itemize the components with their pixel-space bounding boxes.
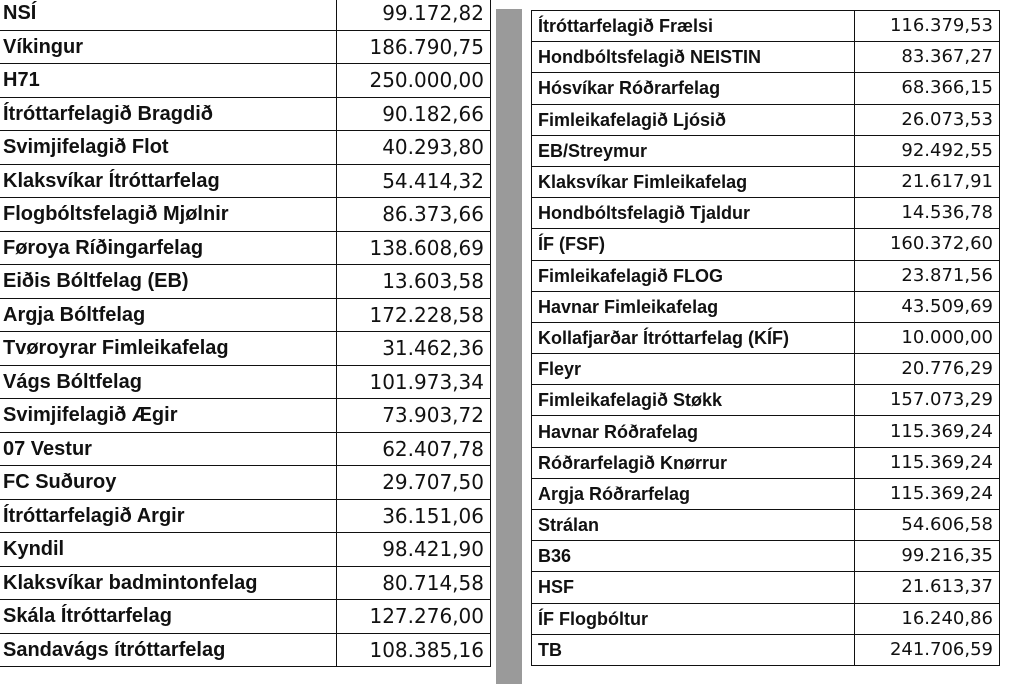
amount-cell: 14.536,78 xyxy=(855,198,1000,229)
table-row xyxy=(0,131,491,165)
table-row xyxy=(532,447,1000,478)
amount-cell: 186.790,75 xyxy=(337,30,491,64)
club-name-cell: Klaksvíkar Fimleikafelag xyxy=(532,166,855,197)
amount-cell: 40.293,80 xyxy=(337,131,491,165)
club-name-cell: Fimleikafelagið FLOG xyxy=(532,260,855,291)
club-name-cell: 07 Vestur xyxy=(0,432,337,466)
table-row xyxy=(532,354,1000,385)
amount-cell: 54.414,32 xyxy=(337,164,491,198)
table-row xyxy=(532,260,1000,291)
left-table-body xyxy=(0,0,491,667)
club-name-cell: Sandavágs ítróttarfelag xyxy=(0,633,337,667)
club-name-cell: Vágs Bóltfelag xyxy=(0,365,337,399)
club-name-cell: Strálan xyxy=(532,510,855,541)
right-table-body xyxy=(532,11,1000,666)
amount-cell: 138.608,69 xyxy=(337,231,491,265)
amount-cell: 36.151,06 xyxy=(337,499,491,533)
amount-cell: 116.379,53 xyxy=(855,11,1000,42)
club-name-cell: Kyndil xyxy=(0,533,337,567)
amount-cell: 115.369,24 xyxy=(855,447,1000,478)
table-row xyxy=(0,332,491,366)
club-name-cell: ÍF Flogbóltur xyxy=(532,603,855,634)
table-row xyxy=(532,572,1000,603)
club-name-cell: Eiðis Bóltfelag (EB) xyxy=(0,265,337,299)
club-name-cell: Skála Ítróttarfelag xyxy=(0,600,337,634)
club-name-cell: ÍF (FSF) xyxy=(532,229,855,260)
table-row xyxy=(0,499,491,533)
club-name-cell: Hondbóltsfelagið NEISTIN xyxy=(532,42,855,73)
club-name-cell: Havnar Fimleikafelag xyxy=(532,291,855,322)
table-row xyxy=(0,265,491,299)
amount-cell: 21.613,37 xyxy=(855,572,1000,603)
club-name-cell: Havnar Róðrafelag xyxy=(532,416,855,447)
left-table xyxy=(0,0,491,667)
table-row xyxy=(532,198,1000,229)
club-name-cell: Víkingur xyxy=(0,30,337,64)
table-row xyxy=(532,42,1000,73)
amount-cell: 20.776,29 xyxy=(855,354,1000,385)
amount-cell: 98.421,90 xyxy=(337,533,491,567)
club-name-cell: Fimleikafelagið Ljósið xyxy=(532,104,855,135)
amount-cell: 250.000,00 xyxy=(337,64,491,98)
amount-cell: 101.973,34 xyxy=(337,365,491,399)
club-name-cell: Róðrarfelagið Knørrur xyxy=(532,447,855,478)
club-name-cell: Kollafjarðar Ítróttarfelag (KÍF) xyxy=(532,322,855,353)
table-row xyxy=(532,634,1000,665)
table-row xyxy=(0,64,491,98)
page-top-margin xyxy=(530,0,1017,10)
club-name-cell: Hondbóltsfelagið Tjaldur xyxy=(532,198,855,229)
table-row xyxy=(532,478,1000,509)
amount-cell: 160.372,60 xyxy=(855,229,1000,260)
table-row xyxy=(532,385,1000,416)
amount-cell: 29.707,50 xyxy=(337,466,491,500)
amount-cell: 115.369,24 xyxy=(855,416,1000,447)
table-row xyxy=(532,73,1000,104)
club-name-cell: Klaksvíkar Ítróttarfelag xyxy=(0,164,337,198)
club-name-cell: Klaksvíkar badmintonfelag xyxy=(0,566,337,600)
amount-cell: 80.714,58 xyxy=(337,566,491,600)
amount-cell: 115.369,24 xyxy=(855,478,1000,509)
club-name-cell: Tvøroyrar Fimleikafelag xyxy=(0,332,337,366)
amount-cell: 54.606,58 xyxy=(855,510,1000,541)
table-row xyxy=(0,432,491,466)
amount-cell: 21.617,91 xyxy=(855,166,1000,197)
amount-cell: 241.706,59 xyxy=(855,634,1000,665)
table-row xyxy=(0,365,491,399)
club-name-cell: NSÍ xyxy=(0,0,337,30)
table-row xyxy=(0,600,491,634)
amount-cell: 83.367,27 xyxy=(855,42,1000,73)
club-name-cell: Svimjifelagið Flot xyxy=(0,131,337,165)
table-row xyxy=(532,416,1000,447)
amount-cell: 73.903,72 xyxy=(337,399,491,433)
amount-cell: 26.073,53 xyxy=(855,104,1000,135)
table-row xyxy=(532,11,1000,42)
club-name-cell: Flogbóltsfelagið Mjølnir xyxy=(0,198,337,232)
table-row xyxy=(532,510,1000,541)
table-row xyxy=(0,30,491,64)
club-name-cell: B36 xyxy=(532,541,855,572)
table-row xyxy=(0,566,491,600)
table-row xyxy=(0,466,491,500)
amount-cell: 23.871,56 xyxy=(855,260,1000,291)
amount-cell: 99.172,82 xyxy=(337,0,491,30)
table-row xyxy=(0,298,491,332)
table-row xyxy=(532,135,1000,166)
club-name-cell: FC Suðuroy xyxy=(0,466,337,500)
table-row xyxy=(0,633,491,667)
amount-cell: 99.216,35 xyxy=(855,541,1000,572)
table-row xyxy=(0,399,491,433)
table-row xyxy=(0,164,491,198)
table-row xyxy=(532,291,1000,322)
amount-cell: 43.509,69 xyxy=(855,291,1000,322)
table-row xyxy=(532,603,1000,634)
table-row xyxy=(0,0,491,30)
amount-cell: 86.373,66 xyxy=(337,198,491,232)
club-name-cell: Føroya Ríðingarfelag xyxy=(0,231,337,265)
table-row xyxy=(0,198,491,232)
club-name-cell: Ítróttarfelagið Frælsi xyxy=(532,11,855,42)
amount-cell: 62.407,78 xyxy=(337,432,491,466)
table-row xyxy=(0,533,491,567)
club-name-cell: Ítróttarfelagið Argir xyxy=(0,499,337,533)
page-right-margin xyxy=(1001,10,1017,684)
amount-cell: 68.366,15 xyxy=(855,73,1000,104)
amount-cell: 127.276,00 xyxy=(337,600,491,634)
amount-cell: 16.240,86 xyxy=(855,603,1000,634)
table-row xyxy=(532,229,1000,260)
table-row xyxy=(532,104,1000,135)
table-row xyxy=(532,166,1000,197)
table-row xyxy=(532,541,1000,572)
club-name-cell: Argja Róðrarfelag xyxy=(532,478,855,509)
table-row xyxy=(0,97,491,131)
amount-cell: 108.385,16 xyxy=(337,633,491,667)
right-table xyxy=(531,10,1000,666)
club-name-cell: H71 xyxy=(0,64,337,98)
amount-cell: 31.462,36 xyxy=(337,332,491,366)
club-name-cell: Hósvíkar Róðrarfelag xyxy=(532,73,855,104)
club-name-cell: Ítróttarfelagið Bragdið xyxy=(0,97,337,131)
club-name-cell: Argja Bóltfelag xyxy=(0,298,337,332)
club-name-cell: Fleyr xyxy=(532,354,855,385)
club-name-cell: TB xyxy=(532,634,855,665)
club-name-cell: EB/Streymur xyxy=(532,135,855,166)
club-name-cell: HSF xyxy=(532,572,855,603)
amount-cell: 92.492,55 xyxy=(855,135,1000,166)
amount-cell: 157.073,29 xyxy=(855,385,1000,416)
amount-cell: 10.000,00 xyxy=(855,322,1000,353)
table-row xyxy=(532,322,1000,353)
amount-cell: 90.182,66 xyxy=(337,97,491,131)
page-divider xyxy=(496,9,522,684)
club-name-cell: Fimleikafelagið Støkk xyxy=(532,385,855,416)
amount-cell: 13.603,58 xyxy=(337,265,491,299)
table-row xyxy=(0,231,491,265)
club-name-cell: Svimjifelagið Ægir xyxy=(0,399,337,433)
amount-cell: 172.228,58 xyxy=(337,298,491,332)
